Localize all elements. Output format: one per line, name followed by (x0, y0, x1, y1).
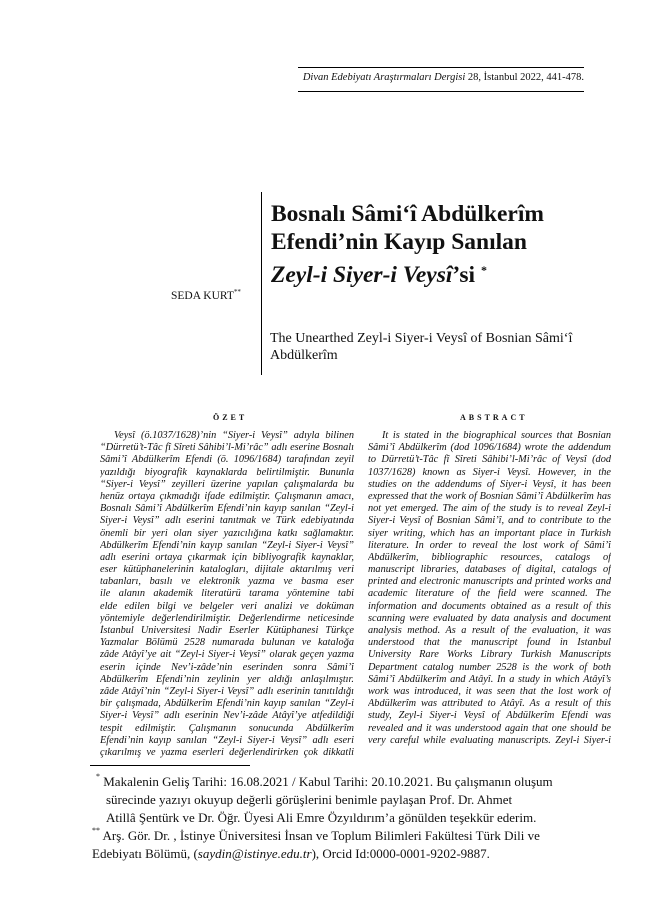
footnote-mark: ** (92, 826, 100, 835)
text-line: Department catalog number 2528 is the work of both (368, 661, 611, 673)
text-line: Bosnalı Sâmi’î Abdülkerîm Efendi’nin kayıp sanılan “Zeyl-i (100, 503, 354, 515)
title-line: Bosnalı Sâmi‘î Abdülkerîm (271, 201, 544, 227)
text-line: Sâmi’î Abdülkerîm Efendi (ö. 1096/1684) tarafından zeyil (100, 454, 354, 466)
text-line: “Dürretü’t-Tâc fî Sîreti Sâhibi’l-Mi’râc” adlı eserine Bosnalı (100, 442, 354, 454)
text-line: bir çalışmada, Abdülkerîm Efendi’nin kayıp sanılan “Zeyl-i (100, 698, 354, 710)
text-line: siyer writing, which has an important place in Turkish (368, 527, 611, 539)
text-line: tespit edilmiştir. Çalışmanın sonucunda Abdülkerîm (100, 722, 354, 734)
text-line: Siyer-i Veysî” adlı eserinin Nev’i-zâde Atâyî’ye atfedildiği (100, 710, 354, 722)
text-line: tabanları, basılı ve elektronik yazma ve basma eser (100, 576, 354, 588)
text-line: It is stated in the biographical sources that Bosnian (382, 430, 611, 441)
text-line: studies on the addendums of Siyer-i Veysî, it has been (368, 478, 611, 490)
text-line: İstanbul Üniversitesi Nadir Eserler Kütüphanesi Türkçe (100, 625, 354, 636)
ozet-heading: ÖZET (213, 413, 248, 422)
footnote-1 (96, 768, 616, 827)
journal-name: Divan Edebiyatı Araştırmaları Dergisi (302, 72, 466, 83)
text-line: academic literature of the field were scanned. The (368, 588, 611, 600)
text-line: revealed and it was understood again that one should be (368, 722, 611, 734)
text-line: Yazmalar Bölümü 2528 numarada bulunan ve kataloğa (100, 637, 354, 649)
email-link[interactable]: saydin@istinye.edu.tr (197, 846, 312, 861)
abstract-body (368, 430, 611, 747)
footnote-text: Makalenin Geliş Tarihi: 16.08.2021 / Kabul Tarihi: 20.10.2021. Bu çalışmanın oluşum (103, 774, 553, 789)
text-line: expressed that the work of Bosnian Sâmi’î Abdülkerîm has (368, 490, 611, 502)
abstract-heading: ABSTRACT (460, 413, 528, 422)
text-line: Abdülkerîm, bibliographic resources, catalogs of (368, 551, 611, 563)
text-line: adlı eserini ortaya çıkarmak için bibliyografik kaynaklar, (100, 551, 354, 563)
text-line: Sâmi’î Abdülkerîm (dod 1096/1684) wrote the addendum (368, 442, 611, 454)
text-line: Veysî (ö.1037/1628)’nin “Siyer-i Veysî” adıyla bilinen (114, 430, 354, 441)
text-line: understood that the manuscript found in Istanbul (368, 637, 611, 649)
title-suffix: ’si (452, 262, 476, 288)
title-italic: Zeyl-i Siyer-i Veysî (271, 262, 453, 288)
text-line: University Rare Works Library Turkish Manuscripts (368, 649, 611, 661)
text-line: Abdülkerîm Efendi’nin zeylinin yer aldığı anlaşılmıştır. (100, 673, 354, 685)
text-line: 1037/1628) known as Siyer-i Veysî. However, in the (368, 466, 611, 478)
footnote-text: Arş. Gör. Dr. , İstinye Üniversitesi İnsan ve Toplum Bilimleri Fakültesi Türk Dili ve (102, 828, 540, 843)
text-line: scanning were evaluated by data analysis and document (368, 612, 611, 624)
journal-details: 28, İstanbul 2022, 441-478. (465, 72, 584, 83)
text-line: Siyer-i Veysî” adlı eserini tanıtmak ve Türk edebiyatında (100, 515, 354, 527)
author-footnote-mark: ** (233, 288, 241, 296)
text-line: zâde Atâyî’nin “Zeyl-i Siyer-i Veysî” adlı eserinin tanıtıldığı (100, 685, 354, 697)
english-title: The Unearthed Zeyl-i Siyer-i Veysî of Bosnian Sâmi‘î Abdülkerîm (270, 331, 573, 363)
author (171, 288, 241, 302)
footnote-text: Edebiyatı Bölümü, ( (92, 846, 198, 861)
text-line: eserin içinde Nev’i-zâde’nin eserinden sonra Sâmi’î (100, 661, 354, 673)
text-line: zâde Atâyî’ye ait “Zeyl-i Siyer-i Veysî” olarak geçen yazma (100, 649, 354, 661)
text-line: analysis method. As a result of the evaluation, it was (368, 625, 611, 636)
text-line: not yet emerged. The aim of the study is to reveal Zeyl-i (368, 503, 611, 515)
text-line: literature. In order to reveal the lost work of Sâmi’î (368, 539, 611, 551)
text-line: “Siyer-i Veysî” zeyilleri üzerine yapılan çalışmalarda bu (100, 478, 354, 490)
author-name: SEDA KURT (171, 289, 234, 302)
title-line (271, 256, 544, 289)
text-line: Efendi’nin kayıp sanılan “Zeyl-i Siyer-i Veysî” adlı eseri (100, 734, 354, 746)
text-line: ile alanın akademik literatürü tarama yöntemine tabi (100, 588, 354, 600)
text-line: çıkarılmış ve yazma eserleri değerlendirirken çok dikkatli (100, 746, 354, 758)
text-line: Abdülkerîm was attributed to Atâyî. As a result of this (368, 698, 611, 710)
text-line: printed and electronic manuscripts and printed works and (368, 576, 611, 588)
running-header (298, 67, 584, 92)
footnote-mark: * (96, 772, 100, 781)
text-line: henüz ortaya çıkmadığı ifade edilmiştir. Çalışmanın amacı, (100, 490, 354, 502)
text-line: to Dürretü’t-Tâc fî Sîreti Sâhibi’l-Mi’râc of Veysî (dod (368, 454, 611, 466)
text-line: önemli bir yeri olan siyer yazıcılığına katkı sağlamaktır. (100, 527, 354, 539)
text-line: yazıldığı biyografik kaynaklarda belirtilmiştir. Bununla (100, 466, 354, 478)
footnote-text: sürecinde yazıyı okuyup değerli görüşlerini benimle paylaşan Prof. Dr. Ahmet (106, 792, 513, 807)
text-line: work was introduced, it was seen that the lost work of (368, 685, 611, 697)
text-line: elde edilen bilgi ve belgeler veri analizi ve doküman (100, 600, 354, 612)
text-line: manuscript libraries, databases of digital, catalogs of (368, 564, 611, 576)
text-line: Abdülkerîm Efendi’nin kayıp sanılan “Zeyl-i Siyer-i Veysî” (100, 539, 354, 551)
footnote-text: Atillâ Şentürk ve Dr. Öğr. Üyesi Ali Emre Özyıldırım’a gönülden teşekkür ederim. (106, 810, 537, 825)
text-line: Siyer-i Veysî of Bosnian Sâmi’î, and to contribute to the (368, 515, 611, 527)
title-footnote-mark: * (480, 263, 487, 277)
title-line: Efendi’nin Kayıp Sanılan (271, 229, 527, 255)
text-line: information and documents obtained as a result of this (368, 600, 611, 612)
text-line: eser kütüphanelerinin katalogları, dijitale aktarılmış veri (100, 564, 354, 576)
footnote-2 (92, 822, 612, 863)
title-divider (261, 192, 262, 375)
text-line: study, Zeyl-i Siyer-i Veysî of Abdülkerîm Efendi was (368, 710, 611, 722)
text-line: very careful while evaluating manuscripts. Zeyl-i Siyer-i (368, 734, 611, 746)
text-line: Sâmi’î Abdülkerîm and Atâyî. In a study in which Atâyî’s (368, 673, 611, 685)
footnote-text: ), Orcid Id:0000-0001-9202-9887. (311, 846, 490, 861)
text-line: yöntemiyle değerlendirilmiştir. Değerlendirme neticesinde (100, 612, 354, 624)
article-title (271, 200, 544, 289)
footnote-rule (90, 765, 250, 766)
ozet-body (100, 430, 354, 759)
